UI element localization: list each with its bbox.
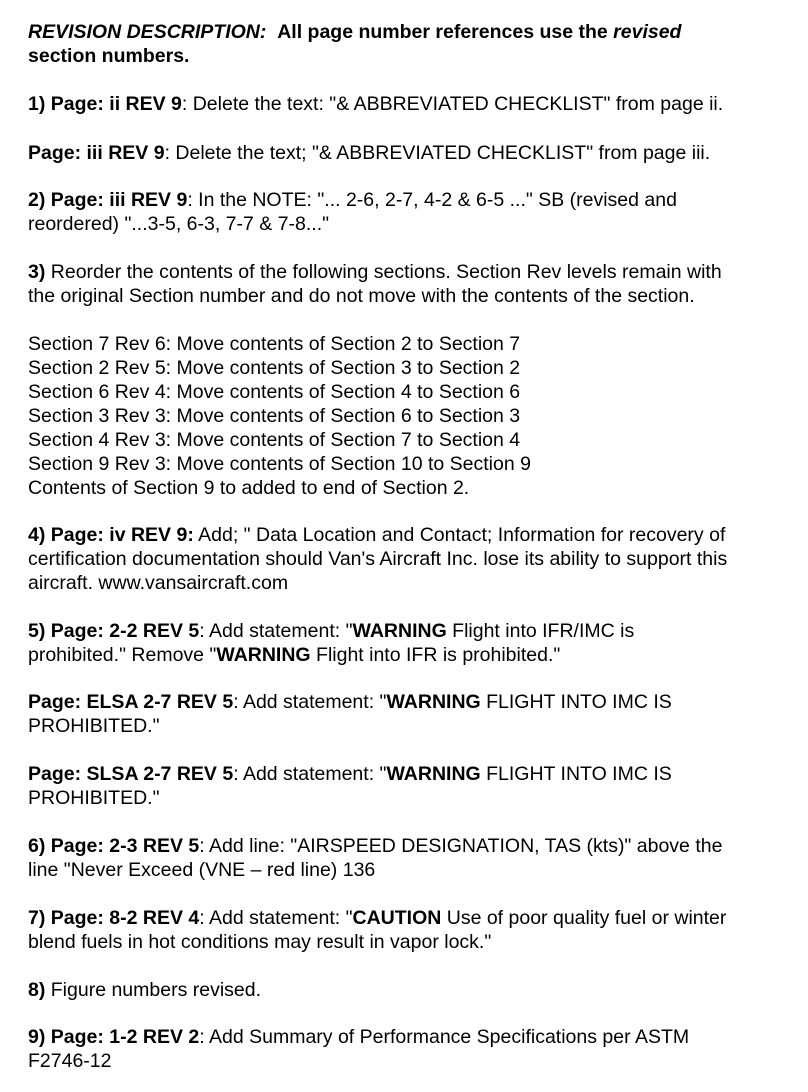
section-move-item: Section 9 Rev 3: Move contents of Section 10 to Section 9 [28,453,531,475]
item-6-line2: line "Never Exceed (VNE – red line) 136 [28,859,376,881]
item-6 [28,834,788,882]
warning-label: WARNING [386,691,481,713]
header-text-a: All page number references use the [277,21,608,43]
caution-label: CAUTION [352,907,442,929]
warning-label: WARNING [386,763,481,785]
item-1b-ref: Page: iii REV 9 [28,142,165,164]
item-1a [28,92,788,116]
item-8-text: Figure numbers revised. [45,979,262,1001]
item-7 [28,906,788,954]
item-4-ref: 4) Page: iv REV 9: [28,524,194,546]
item-5-slsa [28,762,788,810]
item-5-elsa-text: PROHIBITED." [28,715,160,737]
item-3-line1: Reorder the contents of the following sections. Section Rev levels remain with [45,261,722,283]
section-move-item: Section 3 Rev 3: Move contents of Section 6 to Section 3 [28,405,521,427]
item-8 [28,978,788,1002]
item-9 [28,1025,788,1073]
item-3-ref: 3) [28,261,46,283]
item-7-line2: blend fuels in hot conditions may result in vapor lock." [28,931,492,953]
warning-label: WARNING [216,644,311,666]
item-4-line1: Add; " Data Location and Contact; Information for recovery of [193,524,726,546]
item-3-line2: the original Section number and do not move with the contents of the section. [28,285,695,307]
section-move-item: Section 4 Rev 3: Move contents of Section 7 to Section 4 [28,429,521,451]
item-5-slsa-text: : Add statement: " [233,763,387,785]
item-2-line2: reordered) "...3-5, 6-3, 7-7 & 7-8..." [28,213,330,235]
section-move-list [28,332,788,500]
section-move-item: Section 7 Rev 6: Move contents of Section 2 to Section 7 [28,333,521,355]
item-5-text: Flight into IFR/IMC is [446,620,635,642]
item-9-line1: : Add Summary of Performance Specifications per ASTM [199,1026,690,1048]
item-5-elsa-ref: Page: ELSA 2-7 REV 5 [28,691,234,713]
section-move-item: Section 2 Rev 5: Move contents of Section 3 to Section 2 [28,357,521,379]
item-5-elsa-text: FLIGHT INTO IMC IS [480,691,672,713]
item-2-line1: : In the NOTE: "... 2-6, 2-7, 4-2 & 6-5 ..." SB (revised and [187,189,677,211]
section-move-item: Contents of Section 9 to added to end of Section 2. [28,477,470,499]
item-2-ref: 2) Page: iii REV 9 [28,189,188,211]
section-move-item: Section 6 Rev 4: Move contents of Section 4 to Section 6 [28,381,521,403]
item-4 [28,523,788,595]
header-label: REVISION DESCRIPTION: [28,21,267,43]
item-1b-text: : Delete the text; "& ABBREVIATED CHECKLIST" from page iii. [164,142,711,164]
item-5-slsa-text: FLIGHT INTO IMC IS [480,763,672,785]
warning-label: WARNING [352,620,447,642]
header-text-em: revised [613,21,682,43]
item-7-ref: 7) Page: 8-2 REV 4 [28,907,200,929]
item-9-ref: 9) Page: 1-2 REV 2 [28,1026,200,1048]
item-1a-ref: 1) Page: ii REV 9 [28,93,182,115]
item-5-text: Flight into IFR is prohibited." [310,644,561,666]
item-5-elsa-text: : Add statement: " [233,691,387,713]
item-3 [28,260,788,308]
item-5-text: prohibited." Remove " [28,644,217,666]
item-9-line2: F2746-12 [28,1050,112,1072]
item-5-slsa-ref: Page: SLSA 2-7 REV 5 [28,763,234,785]
item-2 [28,188,788,236]
item-7-text: Use of poor quality fuel or winter [441,907,727,929]
item-5-elsa [28,690,788,738]
item-5-ref: 5) Page: 2-2 REV 5 [28,620,200,642]
item-8-ref: 8) [28,979,46,1001]
header-text-b: section numbers. [28,45,190,67]
item-5-text: : Add statement: " [199,620,353,642]
item-7-text: : Add statement: " [199,907,353,929]
item-4-line3: aircraft. www.vansaircraft.com [28,572,289,594]
item-1b [28,141,788,165]
item-6-ref: 6) Page: 2-3 REV 5 [28,835,200,857]
item-4-line2: certification documentation should Van's Aircraft Inc. lose its ability to support this [28,548,728,570]
item-6-line1: : Add line: "AIRSPEED DESIGNATION, TAS (kts)" above the [199,835,723,857]
revision-header [28,20,788,68]
item-1a-text: : Delete the text: "& ABBREVIATED CHECKLIST" from page ii. [181,93,724,115]
item-5 [28,619,788,667]
item-5-slsa-text: PROHIBITED." [28,787,160,809]
